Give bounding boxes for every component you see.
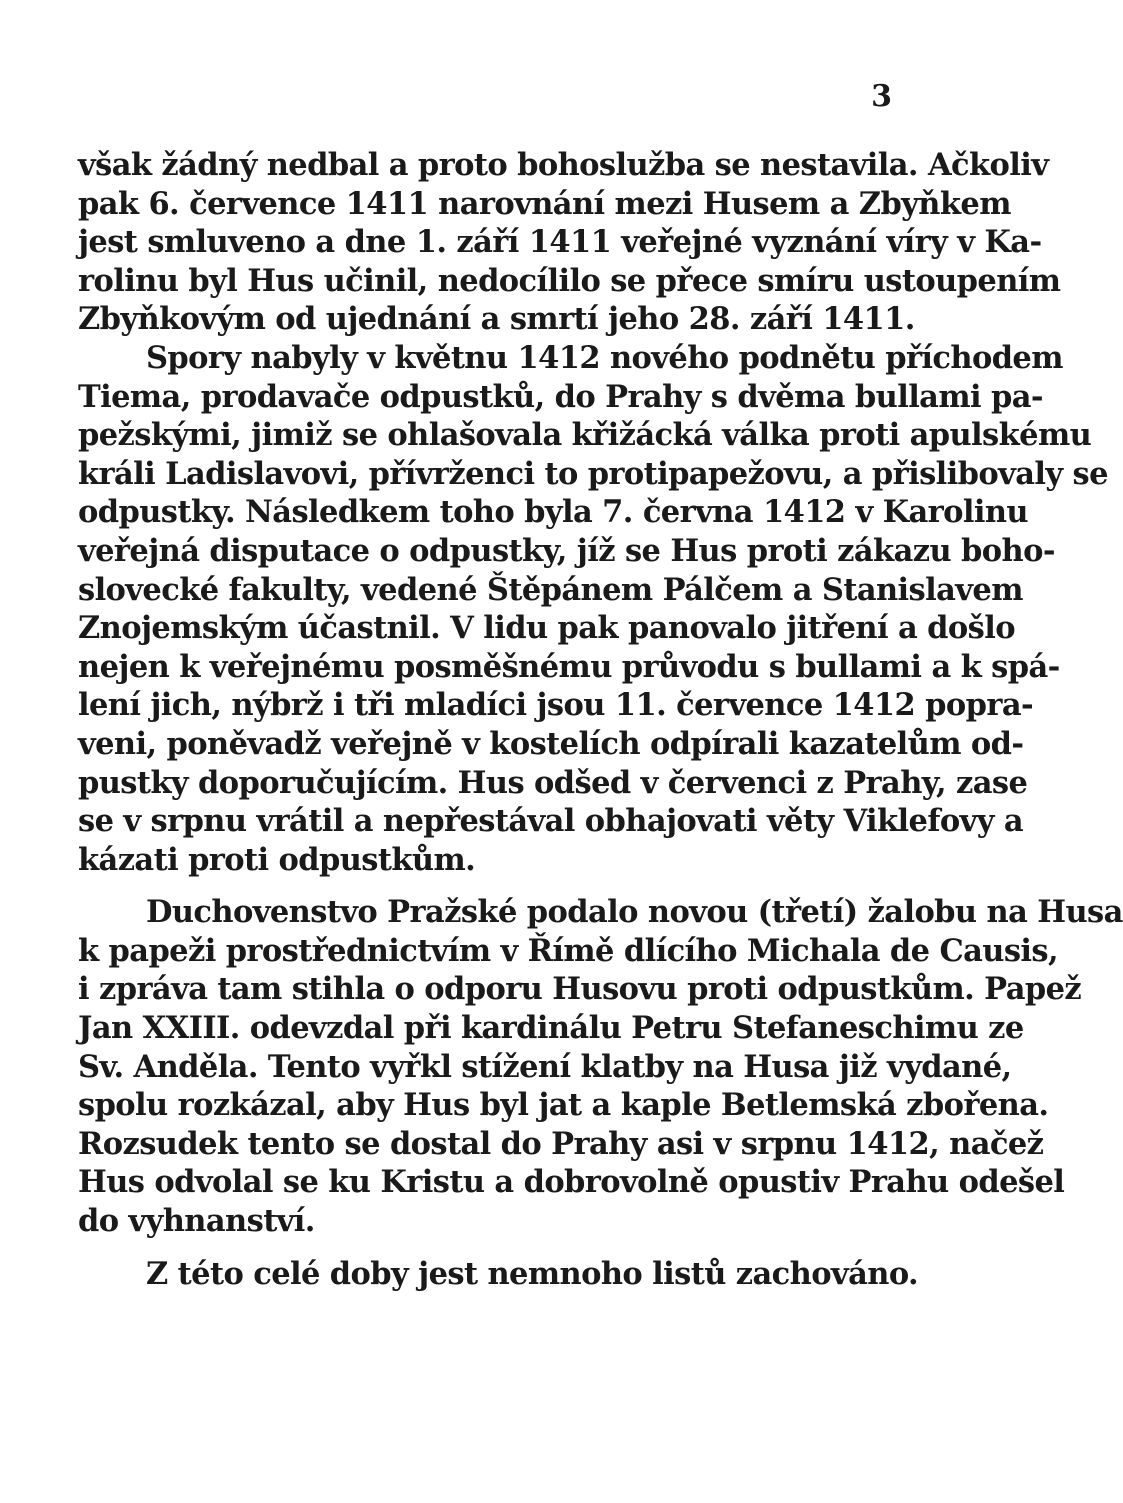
text-line: pustky doporučujícím. Hus odšed v červenci z Prahy, zase: [78, 764, 1028, 801]
text-line: pežskými, jimiž se ohlašovala křižácká válka proti apulskému: [78, 417, 1092, 454]
text-line: odpustky. Následkem toho byla 7. června 1412 v Karolinu: [78, 494, 1028, 531]
text-line: králi Ladislavovi, přívrženci to protipapežovu, a přislibovaly se: [78, 455, 1108, 492]
text-line: slovecké fakulty, vedené Štěpánem Pálčem a Stanislavem: [78, 571, 1023, 608]
paragraph: [78, 339, 1108, 879]
text-line: však žádný nedbal a proto bohoslužba se nestavila. Ačkoliv: [78, 147, 1049, 183]
text-line: Spory nabyly v květnu 1412 nového podnětu příchodem: [146, 339, 1063, 376]
text-line: veni, poněvadž veřejně v kostelích odpírali kazatelům od-: [78, 725, 1024, 762]
text-line: rolinu byl Hus učinil, nedocílilo se přece smíru ustoupením: [78, 262, 1061, 299]
text-line: k papeži prostřednictvím v Římě dlícího Michala de Causis,: [78, 932, 1059, 969]
text-line: Rozsudek tento se dostal do Prahy asi v srpnu 1412, načež: [78, 1125, 1044, 1162]
text-line: se v srpnu vrátil a nepřestával obhajovati věty Viklefovy a: [78, 803, 1024, 840]
text-line: Hus odvolal se ku Kristu a dobrovolně opustiv Prahu odešel: [78, 1164, 1065, 1201]
paragraph-gap: [78, 879, 884, 893]
paragraph-gap: [78, 1241, 884, 1255]
text-line: spolu rozkázal, aby Hus byl jat a kaple Betlemská zbořena.: [78, 1087, 1049, 1124]
text-line: Z této celé doby jest nemnoho listů zachováno.: [146, 1255, 919, 1292]
paragraph: [78, 146, 1061, 339]
text-line: i zpráva tam stihla o odporu Husovu proti odpustkům. Papež: [78, 971, 1082, 1008]
text-line: Jan XXIII. odevzdal při kardinálu Petru Stefaneschimu ze: [78, 1010, 1024, 1047]
paragraph: [78, 1255, 919, 1294]
body-text: [78, 146, 1123, 1293]
text-line: Duchovenstvo Pražské podalo novou (třetí) žalobu na Husa: [146, 894, 1123, 931]
text-line: Sv. Anděla. Tento vyřkl stížení klatby na Husa již vydané,: [78, 1048, 1012, 1085]
text-line: Znojemským účastnil. V lidu pak panovalo jitření a došlo: [78, 610, 1015, 647]
text-line: do vyhnanství.: [78, 1203, 315, 1240]
text-line: kázati proti odpustkům.: [78, 841, 476, 878]
paragraph: [78, 893, 1123, 1240]
text-line: veřejná disputace o odpustky, jíž se Hus proti zákazu boho-: [78, 532, 1055, 569]
text-line: Zbyňkovým od ujednání a smrtí jeho 28. září 1411.: [78, 301, 915, 338]
text-line: jest smluveno a dne 1. září 1411 veřejné vyznání víry v Ka-: [78, 224, 1042, 261]
text-line: nejen k veřejnému posměšnému průvodu s bullami a k spá-: [78, 648, 1060, 685]
text-line: pak 6. července 1411 narovnání mezi Husem a Zbyňkem: [78, 185, 1011, 222]
text-line: lení jich, nýbrž i tři mladíci jsou 11. července 1412 popra-: [78, 687, 1034, 724]
text-line: Tiema, prodavače odpustků, do Prahy s dvěma bullami pa-: [78, 378, 1043, 415]
page-number: 3: [871, 79, 892, 114]
